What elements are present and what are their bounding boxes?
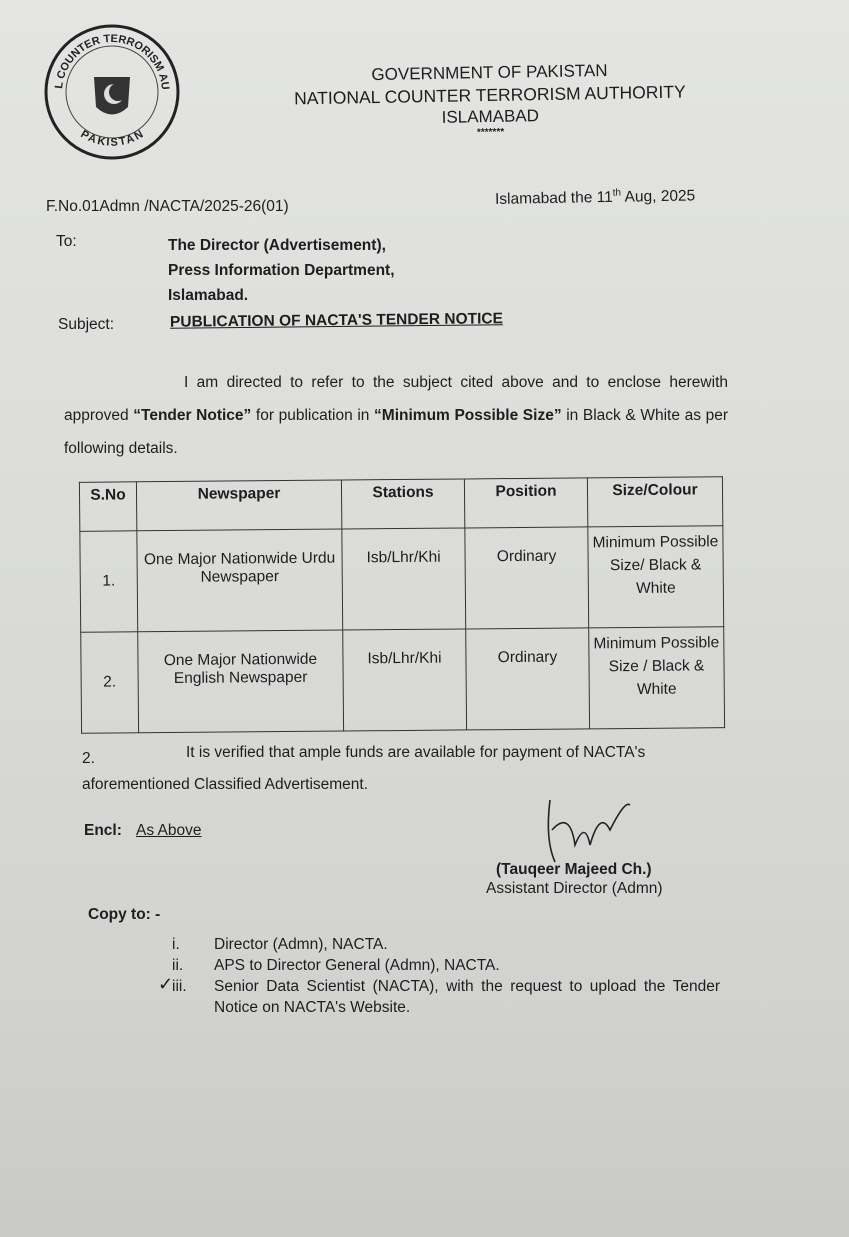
cell-position: Ordinary — [465, 527, 589, 629]
encl-value: As Above — [136, 822, 202, 839]
cell-position: Ordinary — [466, 628, 590, 730]
para2-text: It is verified that ample funds are available for payment of NACTA's — [186, 744, 646, 761]
body-bold: “Tender Notice” — [133, 407, 252, 424]
date-text: Islamabad the 11 — [494, 188, 613, 208]
copy-num: i. — [172, 936, 180, 953]
cell-newspaper: One Major Nationwide English Newspaper — [138, 630, 344, 733]
body-bold: “Minimum Possible Size” — [374, 407, 562, 424]
copy-list — [158, 934, 720, 1018]
addressee — [168, 233, 395, 308]
table-header-row — [79, 477, 722, 532]
signatory-name: (Tauqeer Majeed Ch.) — [496, 861, 652, 878]
nacta-seal — [42, 22, 182, 162]
col-stations: Stations — [341, 479, 464, 529]
city-title: ISLAMABAD — [441, 106, 540, 127]
cell-size: Minimum Possible Size/ Black & White — [588, 526, 724, 628]
cell-stations: Isb/Lhr/Khi — [343, 629, 467, 731]
checkmark-icon: ✓ — [158, 974, 174, 994]
copy-num: iii. — [172, 978, 187, 995]
stars-divider: ******* — [476, 126, 505, 139]
copy-to-label: Copy to: - — [88, 906, 161, 923]
subject-text: PUBLICATION OF NACTA'S TENDER NOTICE — [169, 310, 503, 331]
cell-sno: 1. — [80, 531, 138, 632]
letter-date — [495, 186, 696, 209]
col-sno: S.No — [79, 482, 136, 531]
date-sup: th — [612, 187, 622, 199]
cell-stations: Isb/Lhr/Khi — [342, 528, 466, 630]
copy-num: ii. — [172, 957, 184, 974]
copy-text: Senior Data Scientist (NACTA), with the request to upload the Tender Notice on NACTA's Website. — [214, 978, 720, 1016]
col-position: Position — [464, 478, 587, 528]
subject-label: Subject: — [58, 316, 115, 333]
cell-size: Minimum Possible Size / Black & White — [589, 627, 725, 729]
file-number: F.No.01Admn /NACTA/2025-26(01) — [46, 198, 289, 215]
table-row — [80, 526, 724, 633]
col-newspaper: Newspaper — [136, 480, 341, 531]
gov-title: GOVERNMENT OF PAKISTAN — [371, 60, 608, 85]
body-paragraph — [64, 366, 728, 465]
svg-text:PAKISTAN: PAKISTAN — [78, 128, 146, 149]
copy-text: APS to Director General (Admn), NACTA. — [214, 957, 500, 974]
org-title: NATIONAL COUNTER TERRORISM AUTHORITY — [294, 81, 686, 109]
cell-newspaper: One Major Nationwide Urdu Newspaper — [137, 529, 343, 632]
signatory-title: Assistant Director (Admn) — [486, 880, 663, 897]
body-text: in Black & White as per following details. — [64, 407, 728, 457]
copy-item — [172, 934, 720, 955]
copy-item — [172, 955, 720, 976]
table-row — [81, 627, 725, 734]
para2-text-cont: aforementioned Classified Advertisement. — [82, 776, 369, 793]
addressee-line: Islamabad. — [168, 287, 249, 304]
col-size: Size/Colour — [587, 477, 722, 527]
to-label: To: — [56, 233, 77, 250]
publication-table — [79, 476, 725, 734]
body-text: I am directed to refer to the subject cited above and to enclose herewith approved — [64, 374, 728, 424]
para2-number: 2. — [82, 750, 95, 767]
svg-text:NATIONAL COUNTER TERRORISM AUT: L COUNTER TERRORISM AU — [53, 32, 172, 91]
body-text: for publication in — [251, 407, 375, 424]
addressee-line: The Director (Advertisement), — [168, 237, 386, 254]
encl-label: Encl: — [84, 822, 122, 839]
copy-item — [158, 974, 720, 1018]
copy-text: Director (Admn), NACTA. — [214, 936, 388, 953]
addressee-line: Press Information Department, — [168, 262, 395, 279]
cell-sno: 2. — [81, 632, 139, 733]
date-text-end: Aug, 2025 — [620, 187, 696, 206]
letterhead — [239, 58, 740, 143]
